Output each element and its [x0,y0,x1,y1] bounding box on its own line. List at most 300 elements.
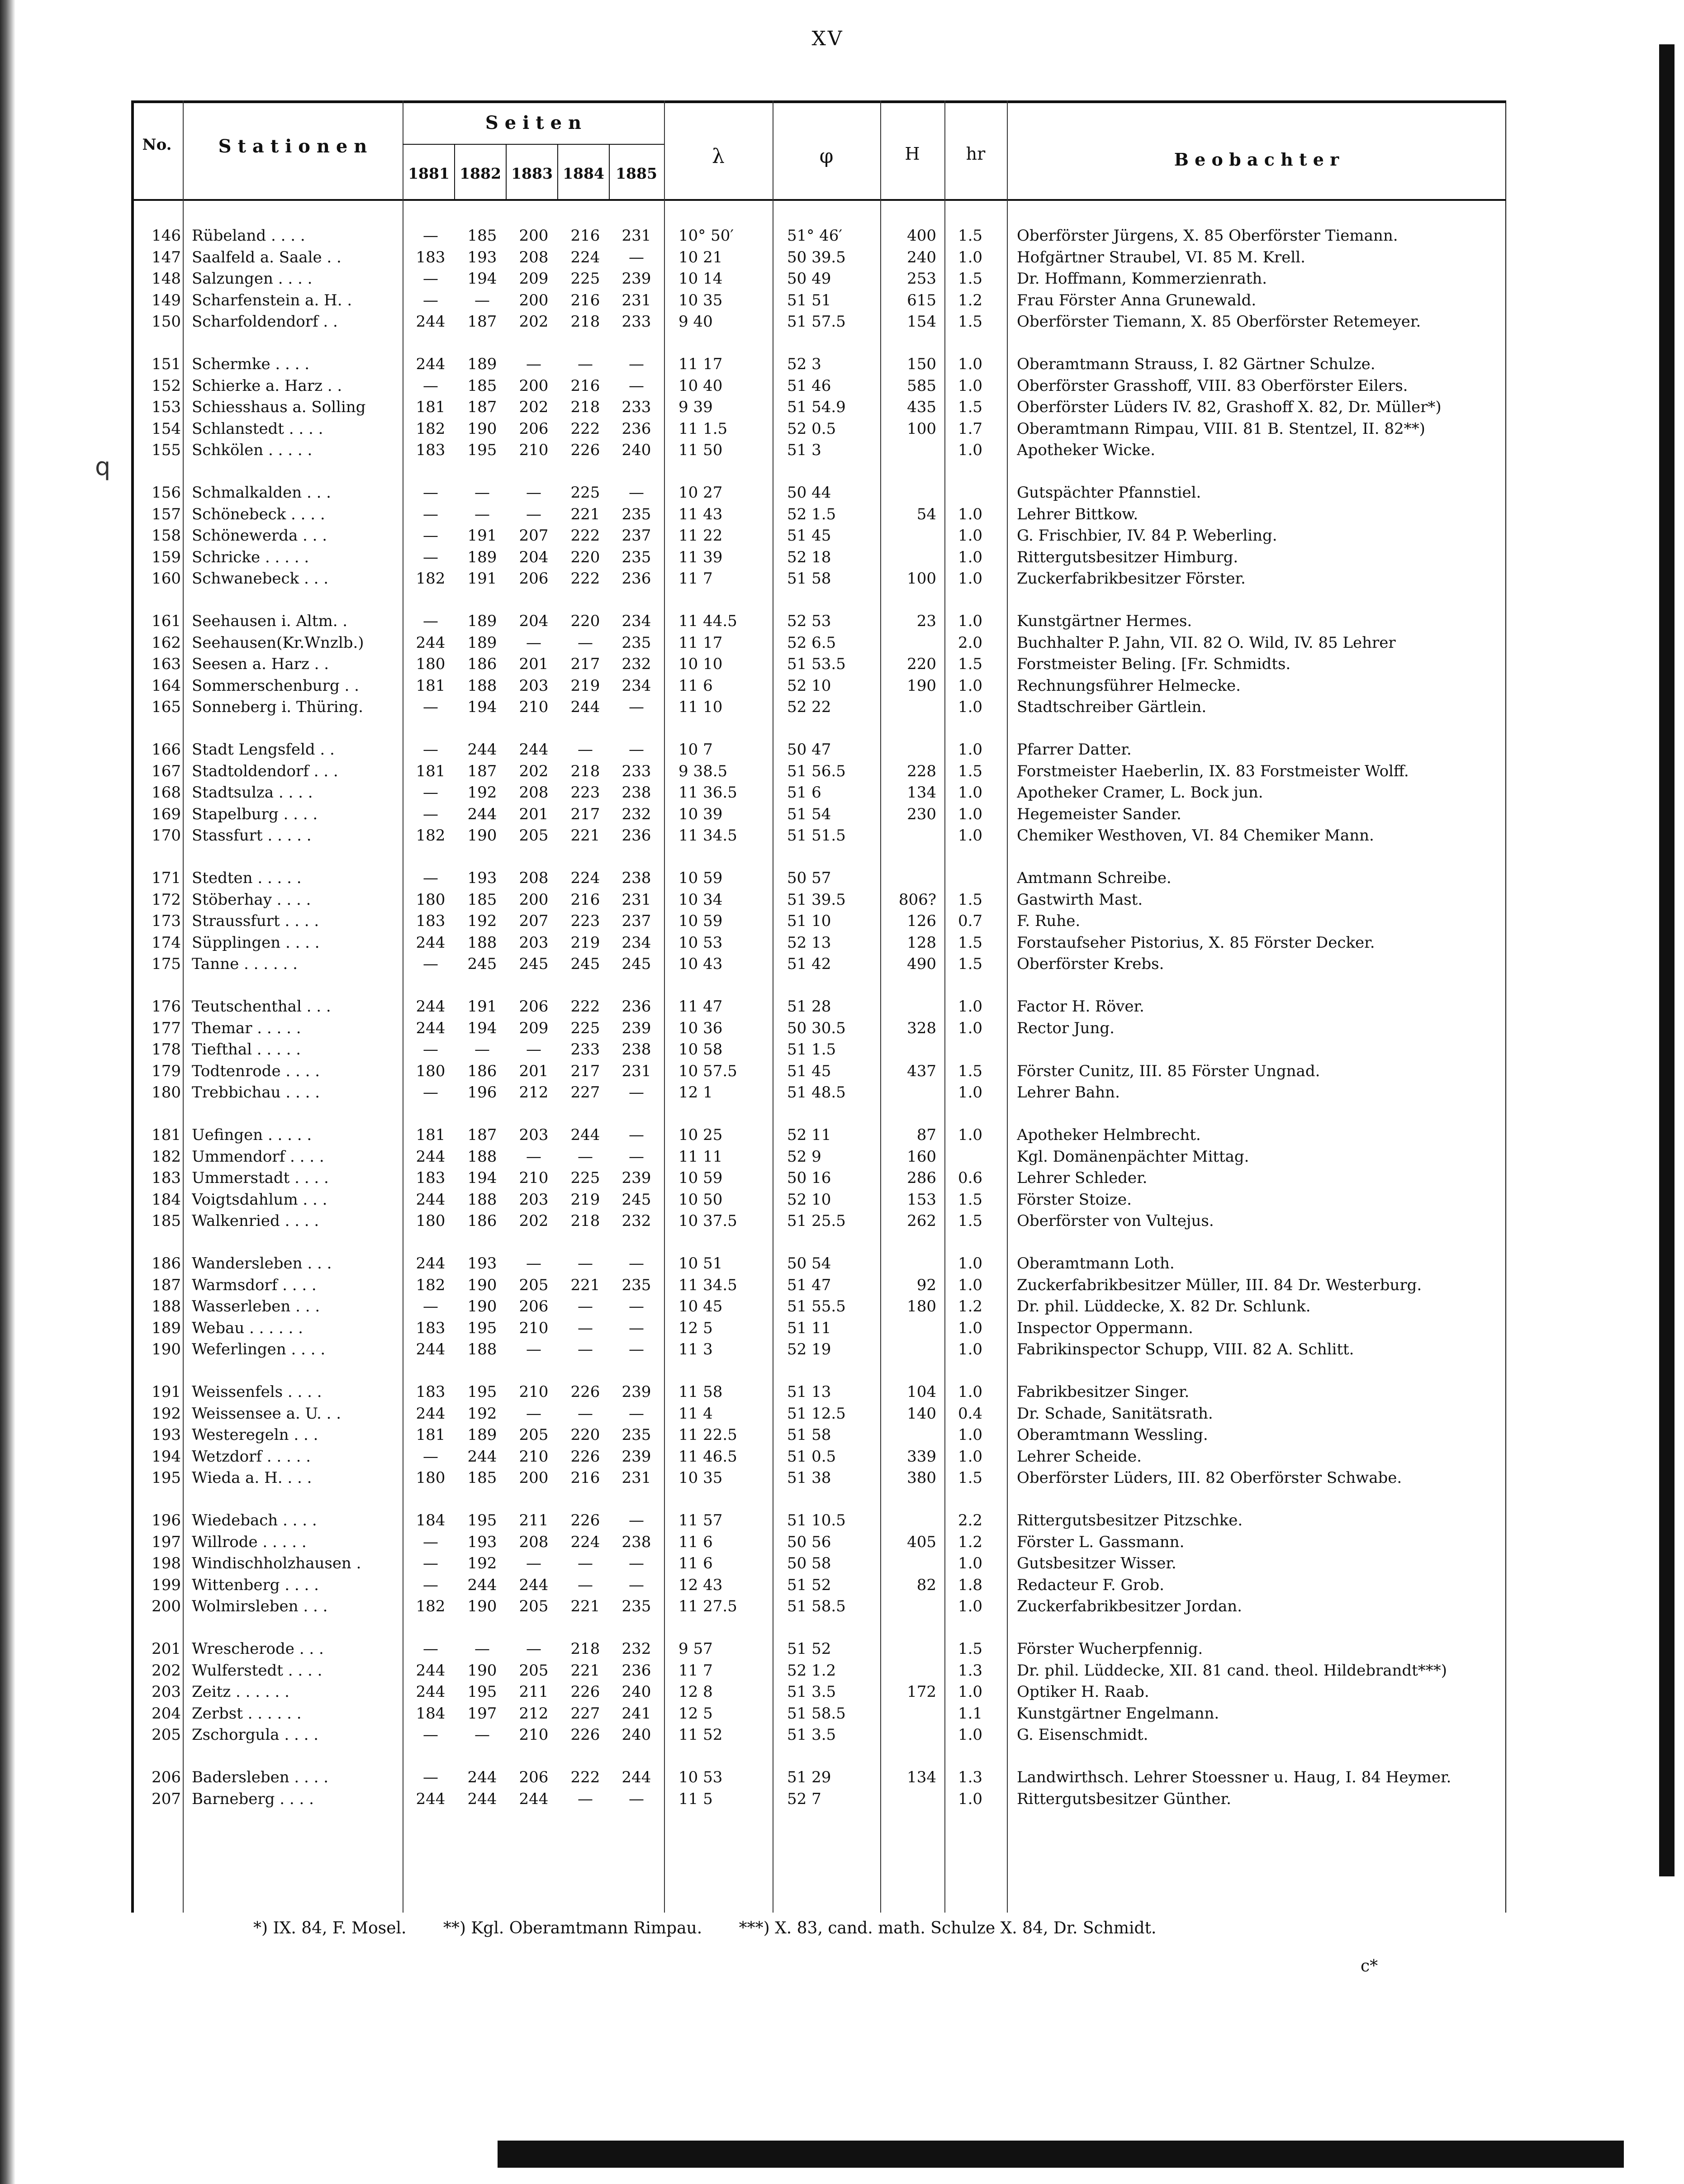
seite-1885: — [629,1554,644,1573]
station-name: Wandersleben . . . [192,1254,332,1272]
seite-1885: 236 [621,826,651,845]
height-H [868,696,936,718]
height-hr: 1.0 [958,441,983,460]
seite-1884: — [578,1554,593,1573]
observer: Frau Förster Anna Grunewald. [1017,291,1257,309]
seite-1884: 221 [570,1276,600,1294]
seite-1884: — [578,1319,593,1337]
height-H: 150 [907,355,936,373]
seite-1881: 183 [416,248,446,266]
seite-1883: 212 [519,1704,549,1723]
height-H [868,1510,936,1531]
station-number: 153 [152,398,181,417]
station-name: Saalfeld a. Saale . . [192,248,342,266]
station-number: 159 [152,548,181,566]
station-number: 158 [152,527,181,545]
seite-1882: 187 [467,313,497,331]
longitude-lambda: 11 34.5 [678,826,737,845]
header-year: 1881 [408,165,450,182]
latitude-phi: 50 30.5 [787,1019,846,1037]
station-number: 172 [152,890,181,909]
seite-1884: 219 [570,676,600,695]
seite-1884: — [578,1340,593,1359]
height-H: 490 [907,955,936,973]
seite-1882: 185 [467,227,497,245]
page-number: XV [811,27,844,50]
seite-1883: 201 [519,655,549,674]
seite-1885: — [629,1404,644,1423]
seite-1883: 203 [519,1126,549,1144]
seite-1885: 232 [621,1212,651,1230]
latitude-phi: 51 28 [787,997,831,1016]
seite-1885: — [629,1319,644,1337]
longitude-lambda: 10 58 [678,1040,723,1059]
station-number: 195 [152,1469,181,1487]
height-hr: 1.0 [958,505,983,523]
seite-1882: 189 [467,1426,497,1444]
seite-1882: 188 [467,1147,497,1166]
seite-1884: 224 [570,248,600,266]
height-H: 230 [907,805,936,823]
seite-1883: 210 [519,1383,549,1401]
height-H: 153 [907,1190,936,1209]
height-hr: 1.5 [958,270,983,288]
observer: Fabrikinspector Schupp, VIII. 82 A. Schlitt. [1017,1340,1354,1359]
station-name: Zschorgula . . . . [192,1726,319,1744]
height-hr [945,867,995,889]
seite-1885: — [629,355,644,373]
station-name: Wulferstedt . . . . [192,1661,323,1680]
longitude-lambda: 11 50 [678,441,723,460]
seite-1884: 227 [570,1704,600,1723]
seite-1884: — [578,741,593,759]
station-name: Weissensee a. U. . . [192,1404,342,1423]
seite-1885: — [629,1340,644,1359]
height-hr: 1.0 [958,1019,983,1037]
seite-1881: 182 [416,419,446,438]
height-hr: 1.5 [958,227,983,245]
seite-1885: 236 [621,1661,651,1680]
station-name: Stöberhay . . . . [192,890,311,909]
latitude-phi: 52 1.5 [787,505,836,523]
height-hr: 1.2 [958,291,983,309]
seite-1881: — [423,612,438,630]
latitude-phi: 51 58.5 [787,1597,846,1616]
seite-1883: — [526,1254,541,1272]
seite-1881: — [423,1576,438,1594]
seite-1881: 244 [416,1661,446,1680]
latitude-phi: 51 55.5 [787,1297,846,1316]
seite-1885: 231 [621,227,651,245]
seite-1882: — [474,1040,490,1059]
latitude-phi: 51 38 [787,1469,831,1487]
seite-1885: 244 [621,1768,651,1786]
longitude-lambda: 11 46.5 [678,1447,737,1466]
height-hr: 1.5 [958,1640,983,1658]
latitude-phi: 51° 46′ [787,227,843,245]
observer: Zuckerfabrikbesitzer Jordan. [1017,1597,1242,1616]
station-number: 203 [152,1683,181,1701]
observer: Apotheker Cramer, L. Bock jun. [1017,783,1263,802]
seite-1883: 210 [519,1319,549,1337]
station-name: Schmalkalden . . . [192,484,331,502]
longitude-lambda: 12 1 [678,1083,713,1102]
latitude-phi: 51 10.5 [787,1511,846,1529]
seite-1883: 203 [519,933,549,952]
station-number: 182 [152,1147,181,1166]
latitude-phi: 51 29 [787,1768,831,1786]
seite-1885: — [629,376,644,395]
station-name: Stapelburg . . . . [192,805,318,823]
seite-1882: 245 [467,955,497,973]
seite-1881: 244 [416,1019,446,1037]
latitude-phi: 51 12.5 [787,1404,846,1423]
height-hr: 1.0 [958,355,983,373]
seite-1884: 216 [570,291,600,309]
longitude-lambda: 11 43 [678,505,723,523]
height-H: 128 [907,933,936,952]
seite-1881: — [423,505,438,523]
longitude-lambda: 10 35 [678,291,723,309]
station-number: 155 [152,441,181,460]
station-name: Schiesshaus a. Solling [192,398,366,417]
height-hr: 1.0 [958,570,983,588]
seite-1881: 182 [416,570,446,588]
station-number: 200 [152,1597,181,1616]
height-hr: 1.0 [958,548,983,566]
seite-1885: 237 [621,912,651,931]
height-H [868,632,936,654]
observer: Oberförster Grasshoff, VIII. 83 Oberförster Eilers. [1017,376,1408,395]
height-hr: 1.0 [958,698,983,717]
seite-1881: 244 [416,1683,446,1701]
seite-1881: — [423,698,438,717]
height-hr: 1.5 [958,890,983,909]
seite-1885: 235 [621,1597,651,1616]
seite-1884: — [578,1254,593,1272]
latitude-phi: 51 1.5 [787,1040,836,1059]
seite-1883: 204 [519,548,549,566]
seite-1884: — [578,1790,593,1808]
seite-1881: 244 [416,997,446,1016]
height-hr: 1.0 [958,1319,983,1337]
seite-1881: 183 [416,1383,446,1401]
seite-1884: 226 [570,1511,600,1529]
seite-1884: 218 [570,313,600,331]
station-number: 157 [152,505,181,523]
station-number: 188 [152,1297,181,1316]
latitude-phi: 50 54 [787,1254,831,1272]
observer: Förster Stoize. [1017,1190,1132,1209]
longitude-lambda: 11 7 [678,1661,713,1680]
observer: G. Eisenschmidt. [1017,1726,1148,1744]
seite-1881: — [423,484,438,502]
seite-1883: 200 [519,890,549,909]
seite-1884: 225 [570,484,600,502]
header-no: No. [142,136,172,154]
seite-1884: 225 [570,1019,600,1037]
seite-1881: 181 [416,1126,446,1144]
height-H [868,1424,936,1446]
station-name: Rübeland . . . . [192,227,305,245]
height-H: 100 [907,419,936,438]
height-hr: 1.2 [958,1533,983,1551]
seite-1881: — [423,1768,438,1786]
latitude-phi: 51 52 [787,1640,831,1658]
seite-1881: 183 [416,912,446,931]
observer: Forstmeister Haeberlin, IX. 83 Forstmeister Wolff. [1017,762,1409,780]
seite-1884: 244 [570,698,600,717]
seite-1884: 233 [570,1040,600,1059]
latitude-phi: 51 10 [787,912,831,931]
height-H: 380 [907,1469,936,1487]
signature-mark: c* [1361,1957,1378,1975]
height-hr: 1.0 [958,527,983,545]
seite-1883: 206 [519,570,549,588]
height-hr: 1.5 [958,655,983,674]
station-name: Schwanebeck . . . [192,570,328,588]
seite-1883: 208 [519,1533,549,1551]
height-H: 92 [916,1276,936,1294]
longitude-lambda: 10 34 [678,890,723,909]
seite-1884: 217 [570,1062,600,1080]
seite-1882: 244 [467,1768,497,1786]
station-number: 147 [152,248,181,266]
seite-1885: — [629,484,644,502]
station-number: 171 [152,869,181,887]
latitude-phi: 51 46 [787,376,831,395]
seite-1884: 222 [570,419,600,438]
seite-1883: — [526,505,541,523]
seite-1884: 217 [570,655,600,674]
observer: Apotheker Wicke. [1017,441,1156,460]
latitude-phi: 52 10 [787,1190,831,1209]
seite-1883: 202 [519,762,549,780]
seite-1883: 209 [519,270,549,288]
height-H: 228 [907,762,936,780]
longitude-lambda: 10 14 [678,270,723,288]
height-hr: 1.0 [958,1254,983,1272]
station-number: 181 [152,1126,181,1144]
seite-1883: — [526,1640,541,1658]
height-H [868,739,936,760]
seite-1881: — [423,805,438,823]
seite-1884: 222 [570,997,600,1016]
station-number: 170 [152,826,181,845]
seite-1882: 187 [467,398,497,417]
height-H: 134 [907,1768,936,1786]
seite-1882: 195 [467,441,497,460]
latitude-phi: 51 0.5 [787,1447,836,1466]
station-number: 161 [152,612,181,630]
height-hr: 0.4 [958,1404,983,1423]
height-H: 154 [907,313,936,331]
seite-1884: 227 [570,1083,600,1102]
seite-1882: 190 [467,1661,497,1680]
station-number: 193 [152,1426,181,1444]
seite-1883: 206 [519,1768,549,1786]
observer: Oberförster Lüders IV. 82, Grashoff X. 82, Dr. Müller*) [1017,398,1442,417]
longitude-lambda: 10 50 [678,1190,723,1209]
seite-1882: 189 [467,612,497,630]
column-divider [183,100,184,1913]
station-name: Schierke a. Harz . . [192,376,342,395]
longitude-lambda: 10 39 [678,805,723,823]
observer: Gutspächter Pfannstiel. [1017,484,1201,502]
seite-1884: — [578,1297,593,1316]
height-H: 126 [907,912,936,931]
footnote: *) IX. 84, F. Mosel. [253,1919,407,1937]
seite-1882: 191 [467,527,497,545]
seite-1883: 245 [519,955,549,973]
latitude-phi: 51 56.5 [787,762,846,780]
seite-1884: 222 [570,1768,600,1786]
seite-1881: — [423,783,438,802]
observer: Oberförster Tiemann, X. 85 Oberförster Retemeyer. [1017,313,1421,331]
seite-1884: — [578,1576,593,1594]
seite-1884: 218 [570,762,600,780]
latitude-phi: 51 52 [787,1576,831,1594]
height-H [868,482,936,503]
seite-1884: 226 [570,1683,600,1701]
observer: Landwirthsch. Lehrer Stoessner u. Haug, I. 84 Heymer. [1017,1768,1452,1786]
height-H [868,546,936,568]
height-hr: 1.5 [958,1469,983,1487]
seite-1881: — [423,1640,438,1658]
height-hr: 1.0 [958,997,983,1016]
latitude-phi: 51 3.5 [787,1683,836,1701]
longitude-lambda: 11 6 [678,1554,713,1573]
height-H: 87 [916,1126,936,1144]
height-H: 400 [907,227,936,245]
seite-1883: 244 [519,741,549,759]
height-hr: 1.0 [958,1276,983,1294]
seite-1885: 231 [621,890,651,909]
height-hr: 1.0 [958,1726,983,1744]
seite-1881: — [423,1040,438,1059]
height-H: 615 [907,291,936,309]
height-hr: 1.5 [958,933,983,952]
seite-1882: 195 [467,1683,497,1701]
longitude-lambda: 9 57 [678,1640,713,1658]
observer: Gastwirth Mast. [1017,890,1143,909]
height-H: 240 [907,248,936,266]
seite-1884: 223 [570,783,600,802]
seite-1885: 239 [621,1019,651,1037]
latitude-phi: 52 9 [787,1147,821,1166]
latitude-phi: 52 53 [787,612,831,630]
seite-1882: 244 [467,805,497,823]
seite-1885: 235 [621,1276,651,1294]
seite-1883: 208 [519,248,549,266]
station-number: 162 [152,633,181,652]
observer: Fabrikbesitzer Singer. [1017,1383,1190,1401]
seite-1885: 239 [621,1169,651,1187]
longitude-lambda: 10 43 [678,955,723,973]
seite-1881: — [423,1083,438,1102]
seite-1885: 232 [621,655,651,674]
height-hr: 1.0 [958,248,983,266]
seite-1882: 190 [467,826,497,845]
seite-1882: 192 [467,1404,497,1423]
seite-1883: — [526,633,541,652]
seite-1885: 232 [621,805,651,823]
station-number: 191 [152,1383,181,1401]
station-name: Wetzdorf . . . . . [192,1447,311,1466]
seite-1882: 195 [467,1511,497,1529]
header-beobachter: B e o b a c h t e r [1174,149,1339,170]
observer: Rechnungsführer Helmecke. [1017,676,1241,695]
height-hr: 0.6 [958,1169,983,1187]
height-H: 104 [907,1383,936,1401]
observer: Förster Cunitz, III. 85 Förster Ungnad. [1017,1062,1320,1080]
seite-1882: 187 [467,1126,497,1144]
longitude-lambda: 11 22 [678,527,723,545]
seite-1885: 239 [621,1447,651,1466]
station-number: 192 [152,1404,181,1423]
latitude-phi: 51 45 [787,527,831,545]
latitude-phi: 52 22 [787,698,831,717]
station-name: Scharfoldendorf . . [192,313,338,331]
station-number: 189 [152,1319,181,1337]
station-number: 207 [152,1790,181,1808]
height-H [868,1703,936,1724]
seite-1885: 235 [621,505,651,523]
seite-1885: — [629,698,644,717]
latitude-phi: 52 1.2 [787,1661,836,1680]
observer: Pfarrer Datter. [1017,741,1132,759]
longitude-lambda: 10 57.5 [678,1062,737,1080]
observer: Zuckerfabrikbesitzer Müller, III. 84 Dr. Westerburg. [1017,1276,1422,1294]
seite-1883: 205 [519,1597,549,1616]
height-H: 180 [907,1297,936,1316]
seite-1885: 231 [621,1062,651,1080]
height-hr: 1.3 [958,1661,983,1680]
observer: Kunstgärtner Hermes. [1017,612,1192,630]
seite-1884: 220 [570,612,600,630]
seite-1885: 231 [621,291,651,309]
station-name: Wasserleben . . . [192,1297,320,1316]
longitude-lambda: 11 58 [678,1383,723,1401]
latitude-phi: 51 58 [787,570,831,588]
seite-1883: 206 [519,1297,549,1316]
station-name: Wieda a. H. . . . [192,1469,312,1487]
seite-1885: 232 [621,1640,651,1658]
seite-1882: 244 [467,1790,497,1808]
observer: Lehrer Schleder. [1017,1169,1148,1187]
seite-1881: — [423,1297,438,1316]
seite-1881: — [423,270,438,288]
latitude-phi: 52 10 [787,676,831,695]
station-number: 146 [152,227,181,245]
observer: Rittergutsbesitzer Günther. [1017,1790,1231,1808]
table-header-rule-bottom [131,199,1506,201]
station-number: 163 [152,655,181,674]
seite-1883: 203 [519,1190,549,1209]
seite-1885: 235 [621,548,651,566]
seite-1884: 226 [570,441,600,460]
seite-1884: 221 [570,1661,600,1680]
height-H: 806? [898,890,936,909]
latitude-phi: 50 57 [787,869,831,887]
seite-1885: 234 [621,676,651,695]
latitude-phi: 52 7 [787,1790,821,1808]
height-H: 286 [907,1169,936,1187]
observer: Oberamtmann Strauss, I. 82 Gärtner Schulze. [1017,355,1376,373]
seite-1881: — [423,955,438,973]
height-H: 160 [907,1147,936,1166]
station-number: 197 [152,1533,181,1551]
